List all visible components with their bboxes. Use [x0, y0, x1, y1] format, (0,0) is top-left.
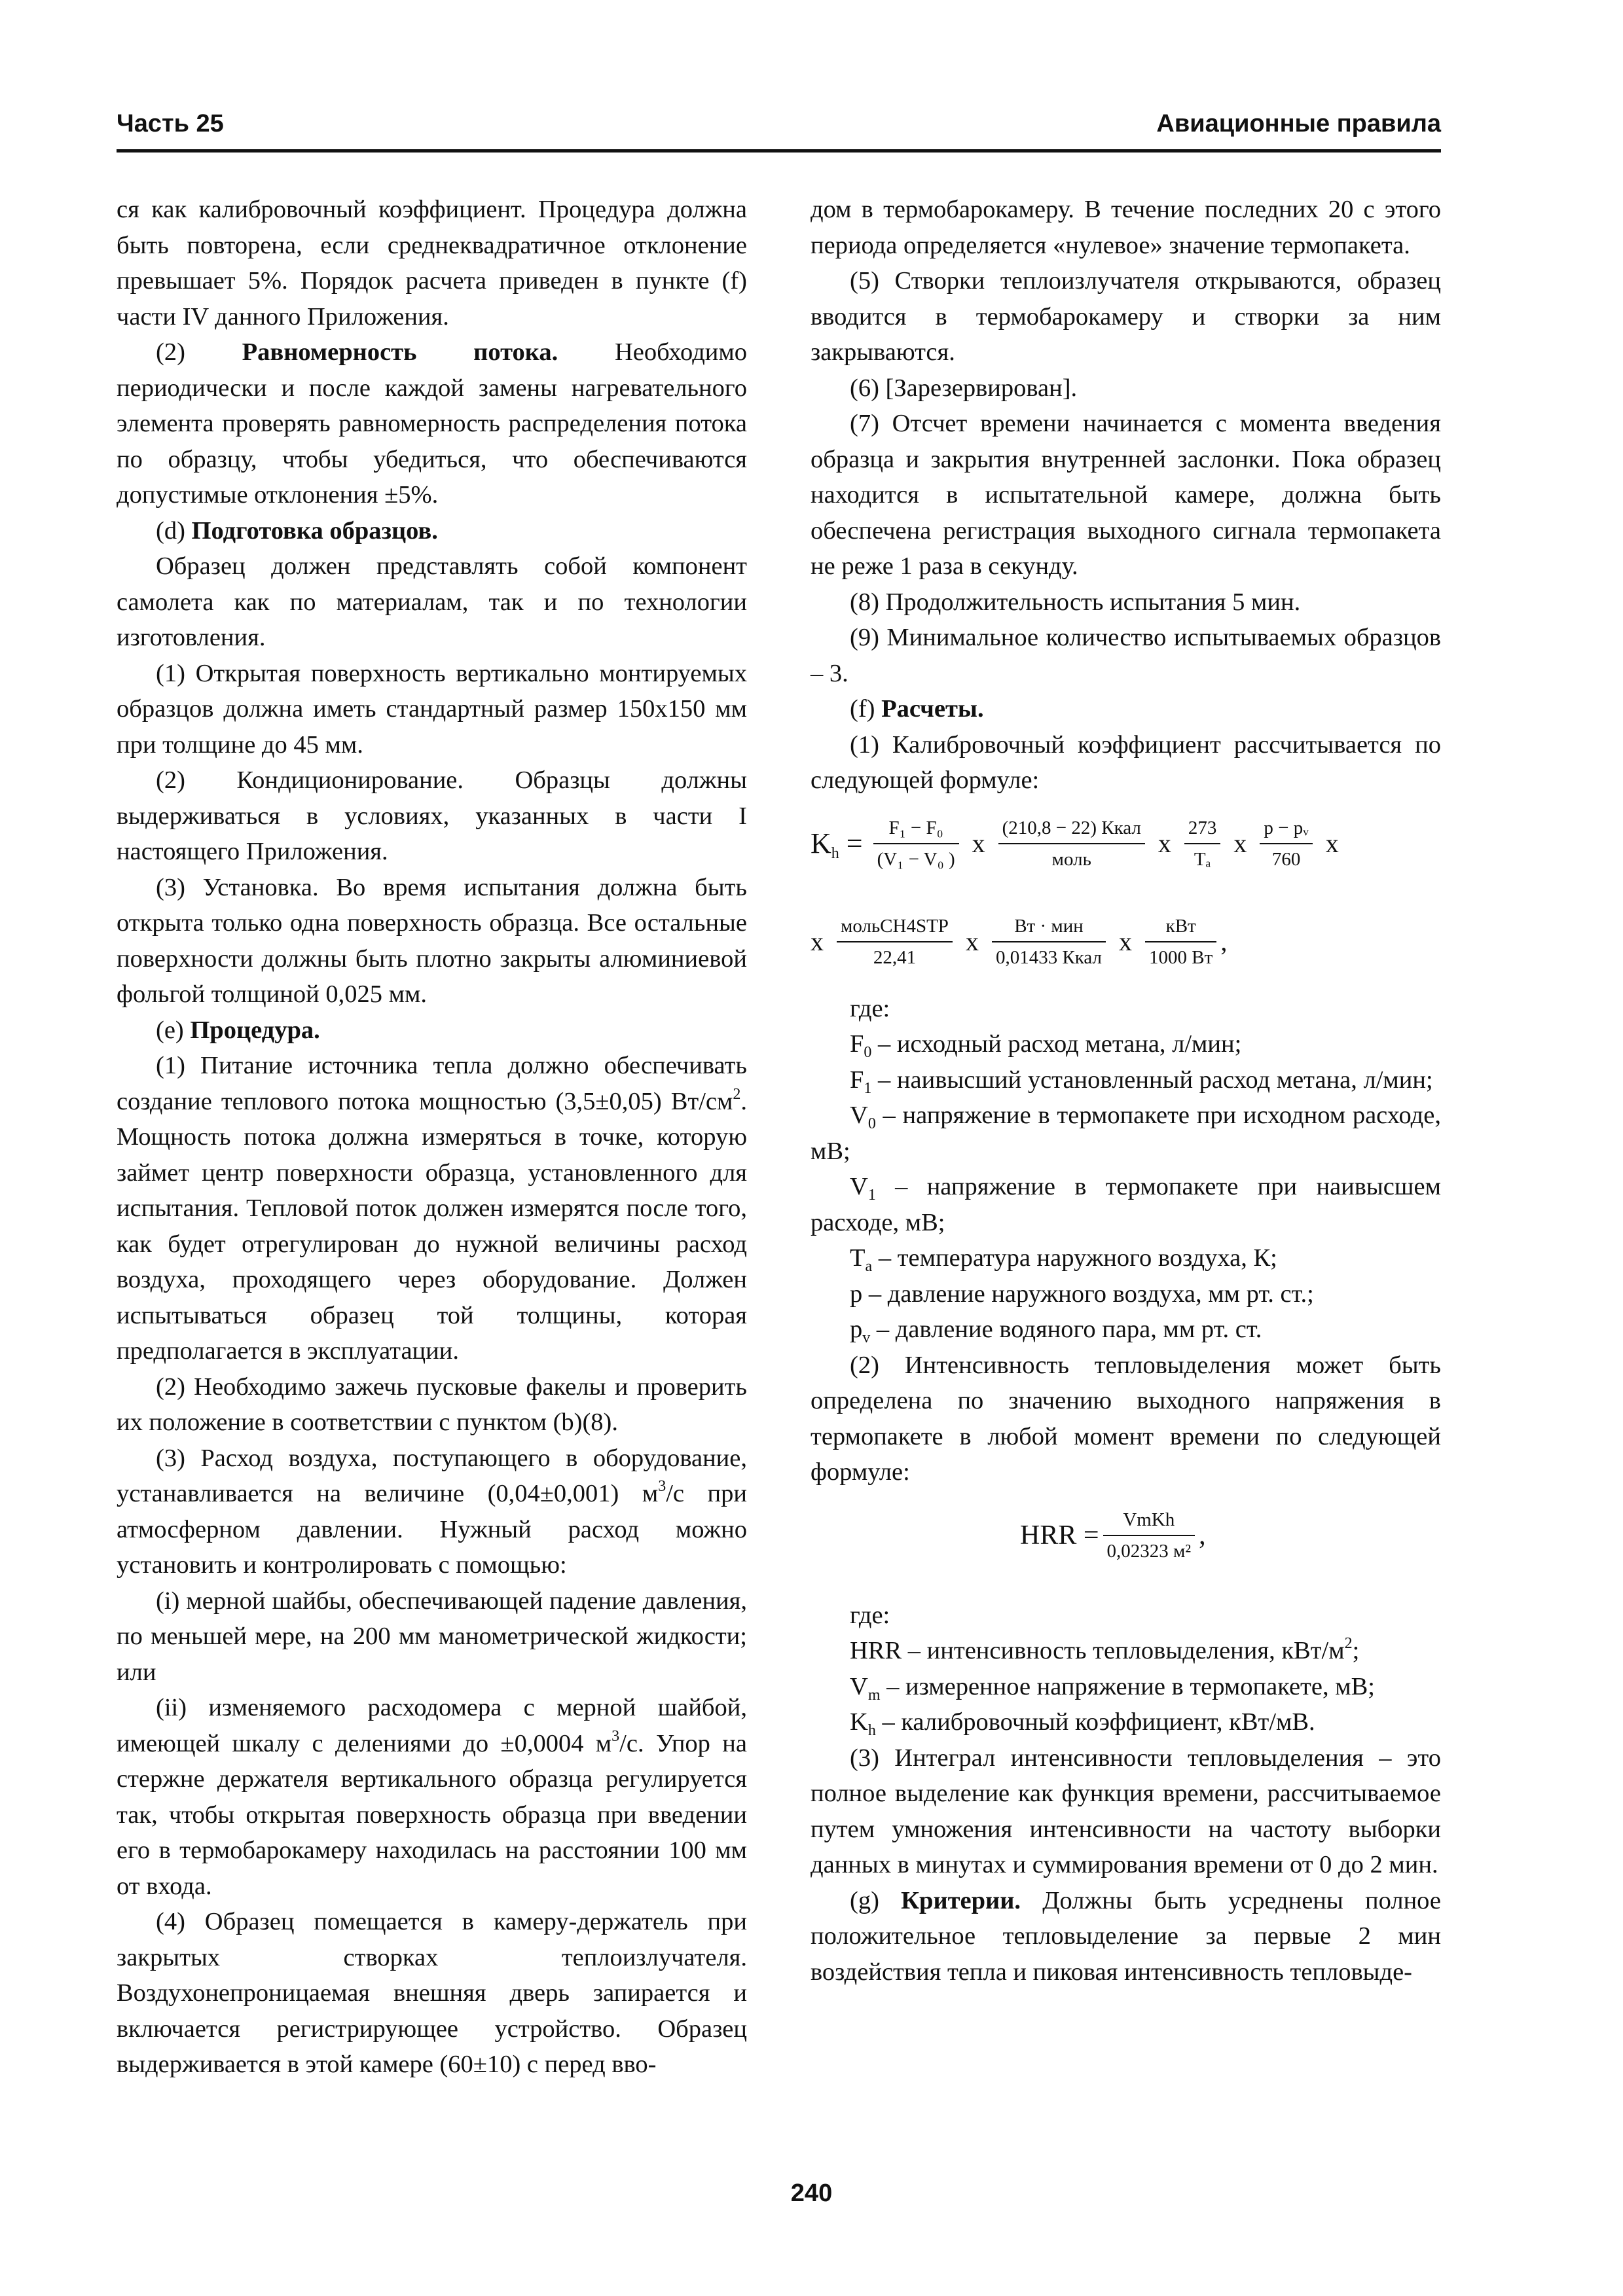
paragraph: (4) Образец помещается в камеру-держатель при закрытых створках теплоизлучателя. Воздухонепроницаемая внешняя дверь запирается и включается регистрирующее устройство. Образец выдерживается в этой камере (60±10) с перед вво- — [117, 1908, 747, 2078]
paragraph: Образец должен представлять собой компонент самолета как по материалам, так и по технологии изготовления. — [117, 552, 747, 651]
definition: p – давление наружного воздуха, мм рт. ст.; — [850, 1280, 1314, 1308]
definition: $F_0$ – исходный расход метана, л/мин; — [850, 1030, 1242, 1061]
multiply-sign: x — [811, 927, 824, 957]
paragraph: (1) Открытая поверхность вертикально монтируемых образцов должна иметь стандартный размер 150x150 мм при толщине до 45 мм. — [117, 659, 747, 759]
definition: $F_1$ – наивысший установленный расход метана, л/мин; — [850, 1066, 1433, 1097]
formula-row — [811, 817, 1348, 872]
paragraph: ся как калибровочный коэффициент. Процедура должна быть повторена, если среднеквадратичное отклонение превышает 5%. Порядок расчета приведен в пункте (f) части IV данного Приложения. — [117, 196, 747, 331]
paragraph: (6) [Зарезервирован]. — [850, 374, 1078, 402]
multiply-sign: x — [965, 927, 979, 957]
fraction: $\frac{273}{\text{Tₐ}}$ — [1184, 817, 1221, 872]
definition: $V_m$ – измеренное напряжение в термопакете, мВ; — [850, 1672, 1375, 1704]
fraction: $\frac{\text{Вт · мин}}{\text{0,01433 Ккал}}$ — [992, 915, 1106, 970]
definition: $p_v$ – давление водяного пара, мм рт. ст. — [850, 1316, 1262, 1346]
paragraph: (i) мерной шайбы, обеспечивающей падение давления, по меньшей мере, на 200 мм манометрической жидкости; или — [117, 1587, 747, 1686]
header-part: Часть 25 — [117, 110, 224, 137]
definition: $K_h$ – калибровочный коэффициент, кВт/мВ. — [850, 1708, 1315, 1739]
section-heading: (f) Расчеты. — [850, 695, 984, 723]
paragraph: (1) Калибровочный коэффициент рассчитывается по следующей формуле: — [811, 730, 1441, 794]
paragraph: (3) Установка. Во время испытания должна быть открыта только одна поверхность образца. Все остальные поверхности должны быть плотно закрыты алюминиевой фольгой толщиной 0,025 мм. — [117, 873, 747, 1008]
fraction: $\frac{\text{мольCH4STP}}{22,41}$ — [837, 915, 953, 970]
paragraph: (7) Отсчет времени начинается с момента введения образца и закрытия внутренней заслонки. Пока образец находится в испытательной камере, должна быть обеспечена регистрация выходного сигнала термопакета не реже 1 раза в секунду. — [811, 410, 1441, 580]
header-rule — [117, 149, 1441, 152]
paragraph: дом в термобарокамеру. В течение последних 20 с этого периода определяется «нулевое» значение термопакета. — [811, 196, 1441, 259]
definition: $V_1$ – напряжение в термопакете при наивысшем расходе, мВ; — [811, 1173, 1441, 1236]
left-column — [117, 192, 747, 2083]
paragraph: (9) Минимальное количество испытываемых образцов – 3. — [811, 624, 1441, 687]
page-number: 240 — [790, 2179, 833, 2207]
multiply-sign: x — [972, 829, 985, 859]
multiply-sign: x — [1119, 927, 1133, 957]
calibration-formula — [811, 817, 1441, 987]
paragraph: где: — [850, 1601, 890, 1629]
paragraph: (5) Створки теплоизлучателя открываются, образец вводится в термобарокамеру и створки за ним закрываются. — [811, 267, 1441, 366]
definition: $V_0$ – напряжение в термопакете при исходном расходе, мВ; — [811, 1102, 1441, 1165]
section-heading: (e) Процедура. — [156, 1016, 320, 1044]
paragraph: (2) Кондиционирование. Образцы должны выдерживаться в условиях, указанных в части I настоящего Приложения. — [117, 766, 747, 865]
definition: HRR – интенсивность тепловыделения, кВт/$м^2$; — [850, 1635, 1360, 1664]
multiply-sign: x — [1233, 829, 1247, 859]
header-title: Авиационные правила — [1156, 110, 1441, 137]
paragraph: (3) Расход воздуха, поступающего в оборудование, устанавливается на величине (0,04±0,001) $м^3/с$ при атмосферном давлении. Нужный расход можно установить и контролировать с помощью: — [117, 1444, 747, 1579]
paragraph: где: — [850, 994, 890, 1022]
fraction: $\frac{\text{F₁ − F₀}}{\text{(V₁ − V₀ )}}$ — [873, 817, 959, 872]
fraction: $\frac{\text{p − pᵥ}}{760}$ — [1260, 817, 1312, 872]
paragraph: (g) Критерии. Должны быть усреднены полное положительное тепловыделение за первые 2 мин воздействия тепла и пиковая интенсивность тепловыде- — [811, 1886, 1441, 1986]
paragraph: (8) Продолжительность испытания 5 мин. — [850, 588, 1301, 616]
paragraph: (ii) изменяемого расходомера с мерной шайбой, имеющей шкалу с делениями до ±0,0004 $м^3/с$. Упор на стержне держателя вертикального образца регулируется так, чтобы открытая поверхность образца при введении его в термобарокамеру находилась на расстоянии 100 мм от входа. — [117, 1694, 747, 1900]
hrr-formula — [811, 1499, 1441, 1591]
paragraph: (2) Равномерность потока. Необходимо периодически и после каждой замены нагревательного элемента проверять равномерность распределения потока по образцу, чтобы убедиться, что обеспечиваются допустимые отклонения ±5%. — [117, 338, 747, 509]
formula-lhs: $K_h$ = — [811, 827, 863, 863]
fraction: $\frac{\text{(210,8 − 22) Ккал}}{\text{моль}}$ — [998, 817, 1145, 872]
formula-comma: , — [1220, 927, 1228, 957]
fraction: $\frac{\text{VmKh}}{\text{0,02323 м²}}$ — [1103, 1509, 1195, 1564]
fraction: $\frac{\text{кВт}}{1000 Вт}$ — [1145, 915, 1216, 970]
paragraph: (1) Питание источника тепла должно обеспечивать создание теплового потока мощностью (3,5±0,05) $Вт/см^2$. Мощность потока должна измеряться в точке, которую займет центр поверхности образца, установленного для испытания. Тепловой поток должен измерятся после того, как будет отрегулирован до нужной величины расход воздуха, проходящего через оборудование. Должен испытываться образец той толщины, которая предполагается в эксплуатации. — [117, 1052, 747, 1365]
formula-comma: , — [1199, 1520, 1206, 1551]
formula-lhs: HRR = — [1020, 1520, 1099, 1551]
multiply-sign: x — [1158, 829, 1171, 859]
section-heading: (d) Подготовка образцов. — [156, 516, 438, 545]
definition: $T_a$ – температура наружного воздуха, К; — [850, 1244, 1277, 1275]
paragraph: (2) Интенсивность тепловыделения может быть определена по значению выходного напряжения в термопакете в любой момент времени по следующей формуле: — [811, 1351, 1441, 1486]
formula-row — [811, 915, 1227, 970]
multiply-sign: x — [1325, 829, 1339, 859]
paragraph: (3) Интеграл интенсивности тепловыделения – это полное выделение как функция времени, рассчитываемое путем умножения интенсивности на частоту выборки данных в минутах и суммирования времени от 0 до 2 мин. — [811, 1744, 1441, 1878]
right-column — [811, 192, 1441, 1990]
paragraph: (2) Необходимо зажечь пусковые факелы и проверить их положение в соответствии с пунктом (b)(8). — [117, 1372, 747, 1436]
